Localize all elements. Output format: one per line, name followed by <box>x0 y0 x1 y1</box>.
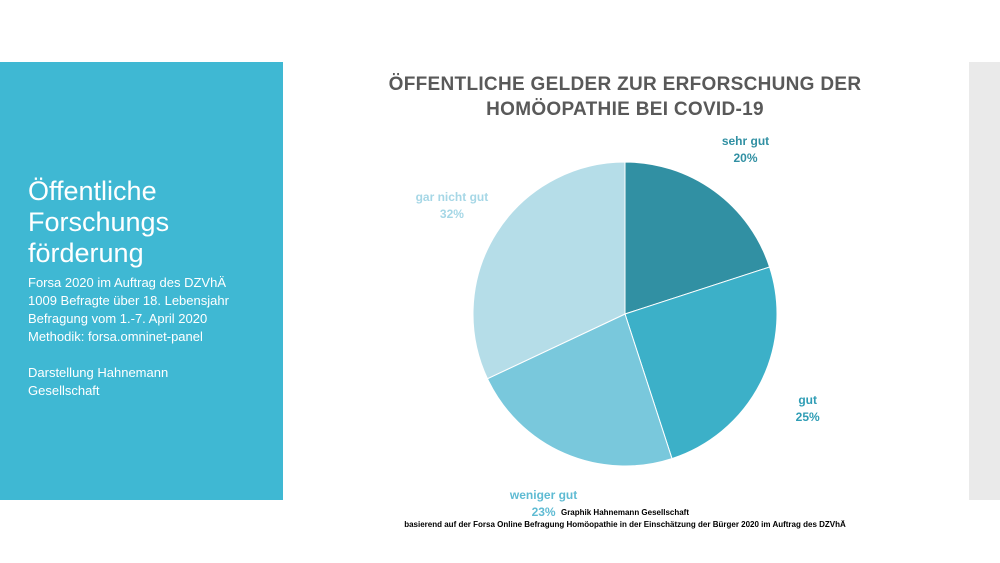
spacer <box>28 346 273 364</box>
slice-label: weniger gut <box>509 488 578 503</box>
slice-value-label: 20% <box>733 151 758 166</box>
panel-title: Öffentliche Forschungs förderung <box>28 176 170 268</box>
slice-value-label: 23% <box>531 505 556 520</box>
credit-line-2: Gesellschaft <box>28 383 100 398</box>
slice-label: gut <box>798 393 817 408</box>
survey-period: Befragung vom 1.-7. April 2020 <box>28 311 208 326</box>
survey-source: Forsa 2020 im Auftrag des DZVhÄ <box>28 275 226 290</box>
slice-value-label: 25% <box>795 410 820 425</box>
slice-label: gar nicht gut <box>415 190 489 205</box>
chart-title: ÖFFENTLICHE GELDER ZUR ERFORSCHUNG DER HOMÖOPATHIE BEI COVID-19 <box>388 74 862 120</box>
chart-footer <box>330 507 920 531</box>
slice-value-label: 32% <box>439 207 464 222</box>
footer-source: basierend auf der Forsa Online Befragung Homöopathie in der Einschätzung der Bürger 2020 im Auftrag des DZVhÄ <box>404 520 846 529</box>
footer-credit: Graphik Hahnemann Gesellschaft <box>560 508 690 517</box>
side-strip <box>969 62 1000 500</box>
survey-method: Methodik: forsa.omninet-panel <box>28 329 203 344</box>
info-panel <box>0 62 283 500</box>
respondent-count: 1009 Befragte über 18. Lebensjahr <box>28 293 229 308</box>
credit-line-1: Darstellung Hahnemann <box>28 365 169 380</box>
slice-label: sehr gut <box>721 134 770 149</box>
